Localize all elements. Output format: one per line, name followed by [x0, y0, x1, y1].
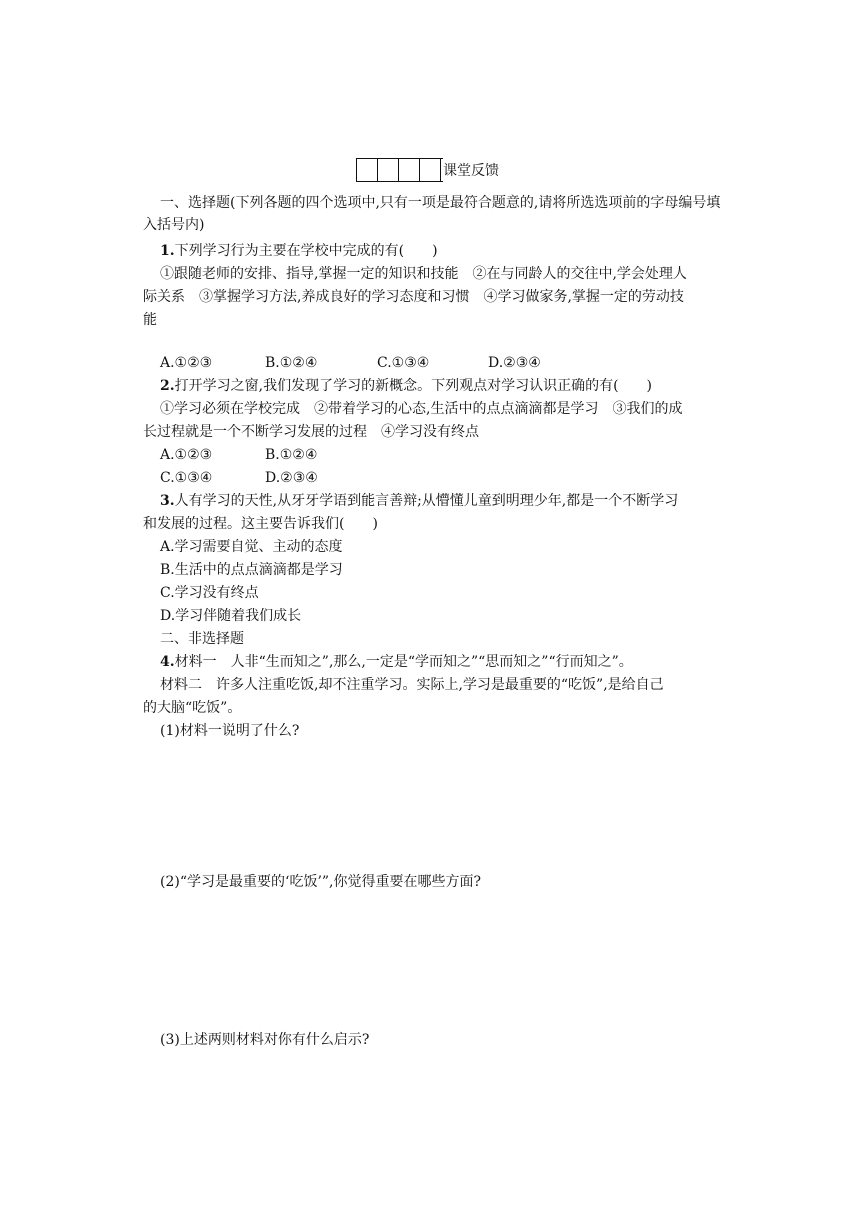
question-2-options-row2	[160, 467, 318, 489]
question-2-options-row1	[160, 444, 317, 466]
question-4-material1	[160, 651, 633, 673]
question-4-sub1: (1)材料一说明了什么?	[160, 723, 300, 739]
question-3	[160, 490, 678, 512]
question-4-sub3: (3)上述两则材料对你有什么启示?	[160, 1032, 370, 1048]
option-d: D.②③④	[265, 470, 318, 486]
option-d: D.②③④	[488, 355, 541, 371]
section-header-title: 课堂反馈	[443, 163, 499, 179]
question-number: 4.	[160, 654, 175, 670]
question-1-items-line2: 际关系 ③掌握学习方法,养成良好的学习态度和习惯 ④学习做家务,掌握一定的劳动技	[143, 289, 684, 305]
option-a: A.①②③	[160, 355, 213, 371]
question-stem: 下列学习行为主要在学校中完成的有( )	[174, 243, 438, 259]
option-c: C.①③④	[160, 470, 213, 486]
question-2	[160, 375, 652, 397]
question-2-items-line2: 长过程就是一个不断学习发展的过程 ④学习没有终点	[143, 424, 479, 440]
question-number: 1.	[160, 243, 175, 259]
section2-title: 二、非选择题	[160, 631, 244, 647]
question-1-options	[160, 352, 541, 374]
question-4-sub2: (2)“学习是最重要的‘吃饭’”,你觉得重要在哪些方面?	[160, 874, 482, 890]
section1-title: 一、选择题(下列各题的四个选项中,只有一项是最符合题意的,请将所选选项前的字母编号填入括号内)	[143, 195, 721, 233]
question-stem: 打开学习之窗,我们发现了学习的新概念。下列观点对学习认识正确的有( )	[174, 378, 652, 394]
option-c: C.学习没有终点	[160, 585, 259, 601]
question-4-material2-line1: 材料二 许多人注重吃饭,却不注重学习。实际上,学习是最重要的“吃饭”,是给自己	[160, 677, 664, 693]
question-4-material2-line2: 的大脑“吃饭”。	[143, 700, 242, 716]
material-1: 材料一 人非“生而知之”,那么,一定是“学而知之”“思而知之”“行而知之”。	[174, 654, 633, 670]
section-header	[356, 157, 499, 183]
option-a: A.①②③	[160, 447, 213, 463]
question-1-items-line3: 能	[143, 312, 157, 328]
option-a: A.学习需要自觉、主动的态度	[160, 539, 343, 555]
question-3-stem-line2: 和发展的过程。这主要告诉我们( )	[143, 516, 378, 532]
question-number: 2.	[160, 378, 175, 394]
option-b: B.①②④	[265, 447, 318, 463]
question-1	[160, 240, 438, 262]
header-boxes-icon	[356, 158, 443, 182]
question-1-items-line1: ①跟随老师的安排、指导,掌握一定的知识和技能 ②在与同龄人的交往中,学会处理人	[160, 266, 687, 282]
option-b: B.①②④	[265, 355, 318, 371]
option-d: D.学习伴随着我们成长	[160, 608, 302, 624]
question-number: 3.	[160, 493, 175, 509]
question-2-items-line1: ①学习必须在学校完成 ②带着学习的心态,生活中的点点滴滴都是学习 ③我们的成	[160, 401, 683, 417]
option-b: B.生活中的点点滴滴都是学习	[160, 562, 343, 578]
question-stem-line1: 人有学习的天性,从牙牙学语到能言善辩;从懵懂儿童到明理少年,都是一个不断学习	[174, 493, 679, 509]
option-c: C.①③④	[377, 355, 430, 371]
